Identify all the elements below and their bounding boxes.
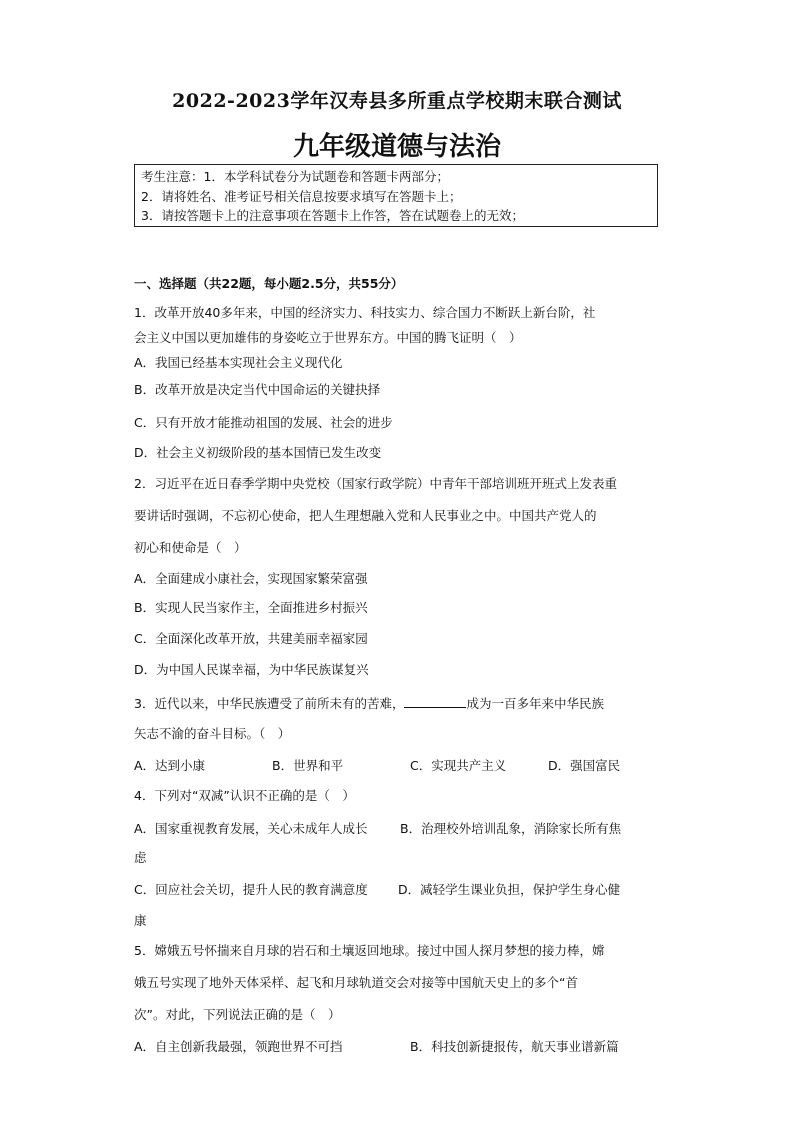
notice-box (134, 164, 658, 227)
q2-option-c: C．全面深化改革开放，共建美丽幸福家园 (134, 631, 368, 646)
q3-option-b: B．世界和平 (272, 758, 344, 773)
q5-stem-line-2: 娥五号实现了地外天体采样、起飞和月球轨道交会对接等中国航天史上的多个“首 (134, 975, 578, 990)
q5-stem-line-3: 次”。对此，下列说法正确的是（ ） (134, 1007, 341, 1022)
q3-option-a: A．达到小康 (134, 758, 206, 773)
q4-option-c: C．回应社会关切，提升人民的教育满意度 (134, 882, 368, 897)
notice-line-3: 3．请按答题卡上的注意事项在答题卡上作答，答在试题卷上的无效； (141, 208, 524, 223)
q1-stem-line-1: 1．改革开放40多年来，中国的经济实力、科技实力、综合国力不断跃上新台阶，社 (134, 305, 596, 320)
q3-stem-line-1 (134, 695, 604, 712)
q5-stem-line-1: 5．嫦娥五号怀揣来自月球的岩石和土壤返回地球。接过中国人探月梦想的接力棒，嫦 (134, 943, 605, 958)
q2-stem-line-1: 2．习近平在近日春季学期中央党校（国家行政学院）中青年干部培训班开班式上发表重 (134, 476, 617, 491)
q1-option-c: C．只有开放才能推动祖国的发展、社会的进步 (134, 415, 393, 430)
q2-option-a: A．全面建成小康社会，实现国家繁荣富强 (134, 571, 368, 586)
notice-line-2: 2．请将姓名、准考证号相关信息按要求填写在答题卡上； (141, 188, 462, 204)
notice-line-1: 考生注意：1．本学科试卷分为试题卷和答题卡两部分； (141, 169, 449, 184)
q2-option-b: B．实现人民当家作主，全面推进乡村振兴 (134, 600, 368, 615)
q2-stem-line-2: 要讲话时强调，不忘初心使命，把人生理想融入党和人民事业之中。中国共产党人的 (134, 508, 597, 523)
q5-option-a: A．自主创新我最强，领跑世界不可挡 (134, 1039, 343, 1054)
q3-stem-line-2: 矢志不渝的奋斗目标。（ ） (134, 726, 291, 741)
q3-stem-part-1: 3．近代以来，中华民族遭受了前所未有的苦难， (134, 696, 405, 711)
q3-stem-part-2: 成为一百多年来中华民族 (466, 696, 604, 711)
q4-option-a: A．国家重视教育发展，关心未成年人成长 (134, 821, 368, 836)
section-heading: 一、选择题（共22题，每小题2.5分，共55分） (134, 276, 404, 291)
q4-option-d: D．减轻学生课业负担，保护学生身心健 (398, 882, 621, 897)
q3-option-d: D．强国富民 (548, 758, 621, 773)
subject-title: 九年级道德与法治 (292, 132, 501, 162)
q4-option-b: B．治理校外培训乱象，消除家长所有焦 (400, 821, 622, 836)
q1-option-a: A．我国已经基本实现社会主义现代化 (134, 355, 343, 370)
q4-option-b-wrap: 虑 (134, 850, 147, 865)
q3-option-c: C．实现共产主义 (410, 758, 507, 773)
q3-fill-blank (404, 695, 466, 708)
q2-option-d: D．为中国人民谋幸福，为中华民族谋复兴 (134, 662, 369, 677)
q1-option-d: D．社会主义初级阶段的基本国情已发生改变 (134, 445, 382, 460)
exam-title: 2022-2023学年汉寿县多所重点学校期末联合测试 (172, 90, 622, 112)
q1-option-b: B．改革开放是决定当代中国命运的关键抉择 (134, 382, 381, 397)
q4-option-d-wrap: 康 (134, 913, 147, 928)
q2-stem-line-3: 初心和使命是（ ） (134, 540, 247, 555)
q1-stem-line-2: 会主义中国以更加雄伟的身姿屹立于世界东方。中国的腾飞证明（ ） (134, 330, 522, 345)
q4-stem: 4．下列对“双减”认识不正确的是（ ） (134, 788, 355, 803)
q5-option-b: B．科技创新捷报传，航天事业谱新篇 (410, 1039, 619, 1054)
